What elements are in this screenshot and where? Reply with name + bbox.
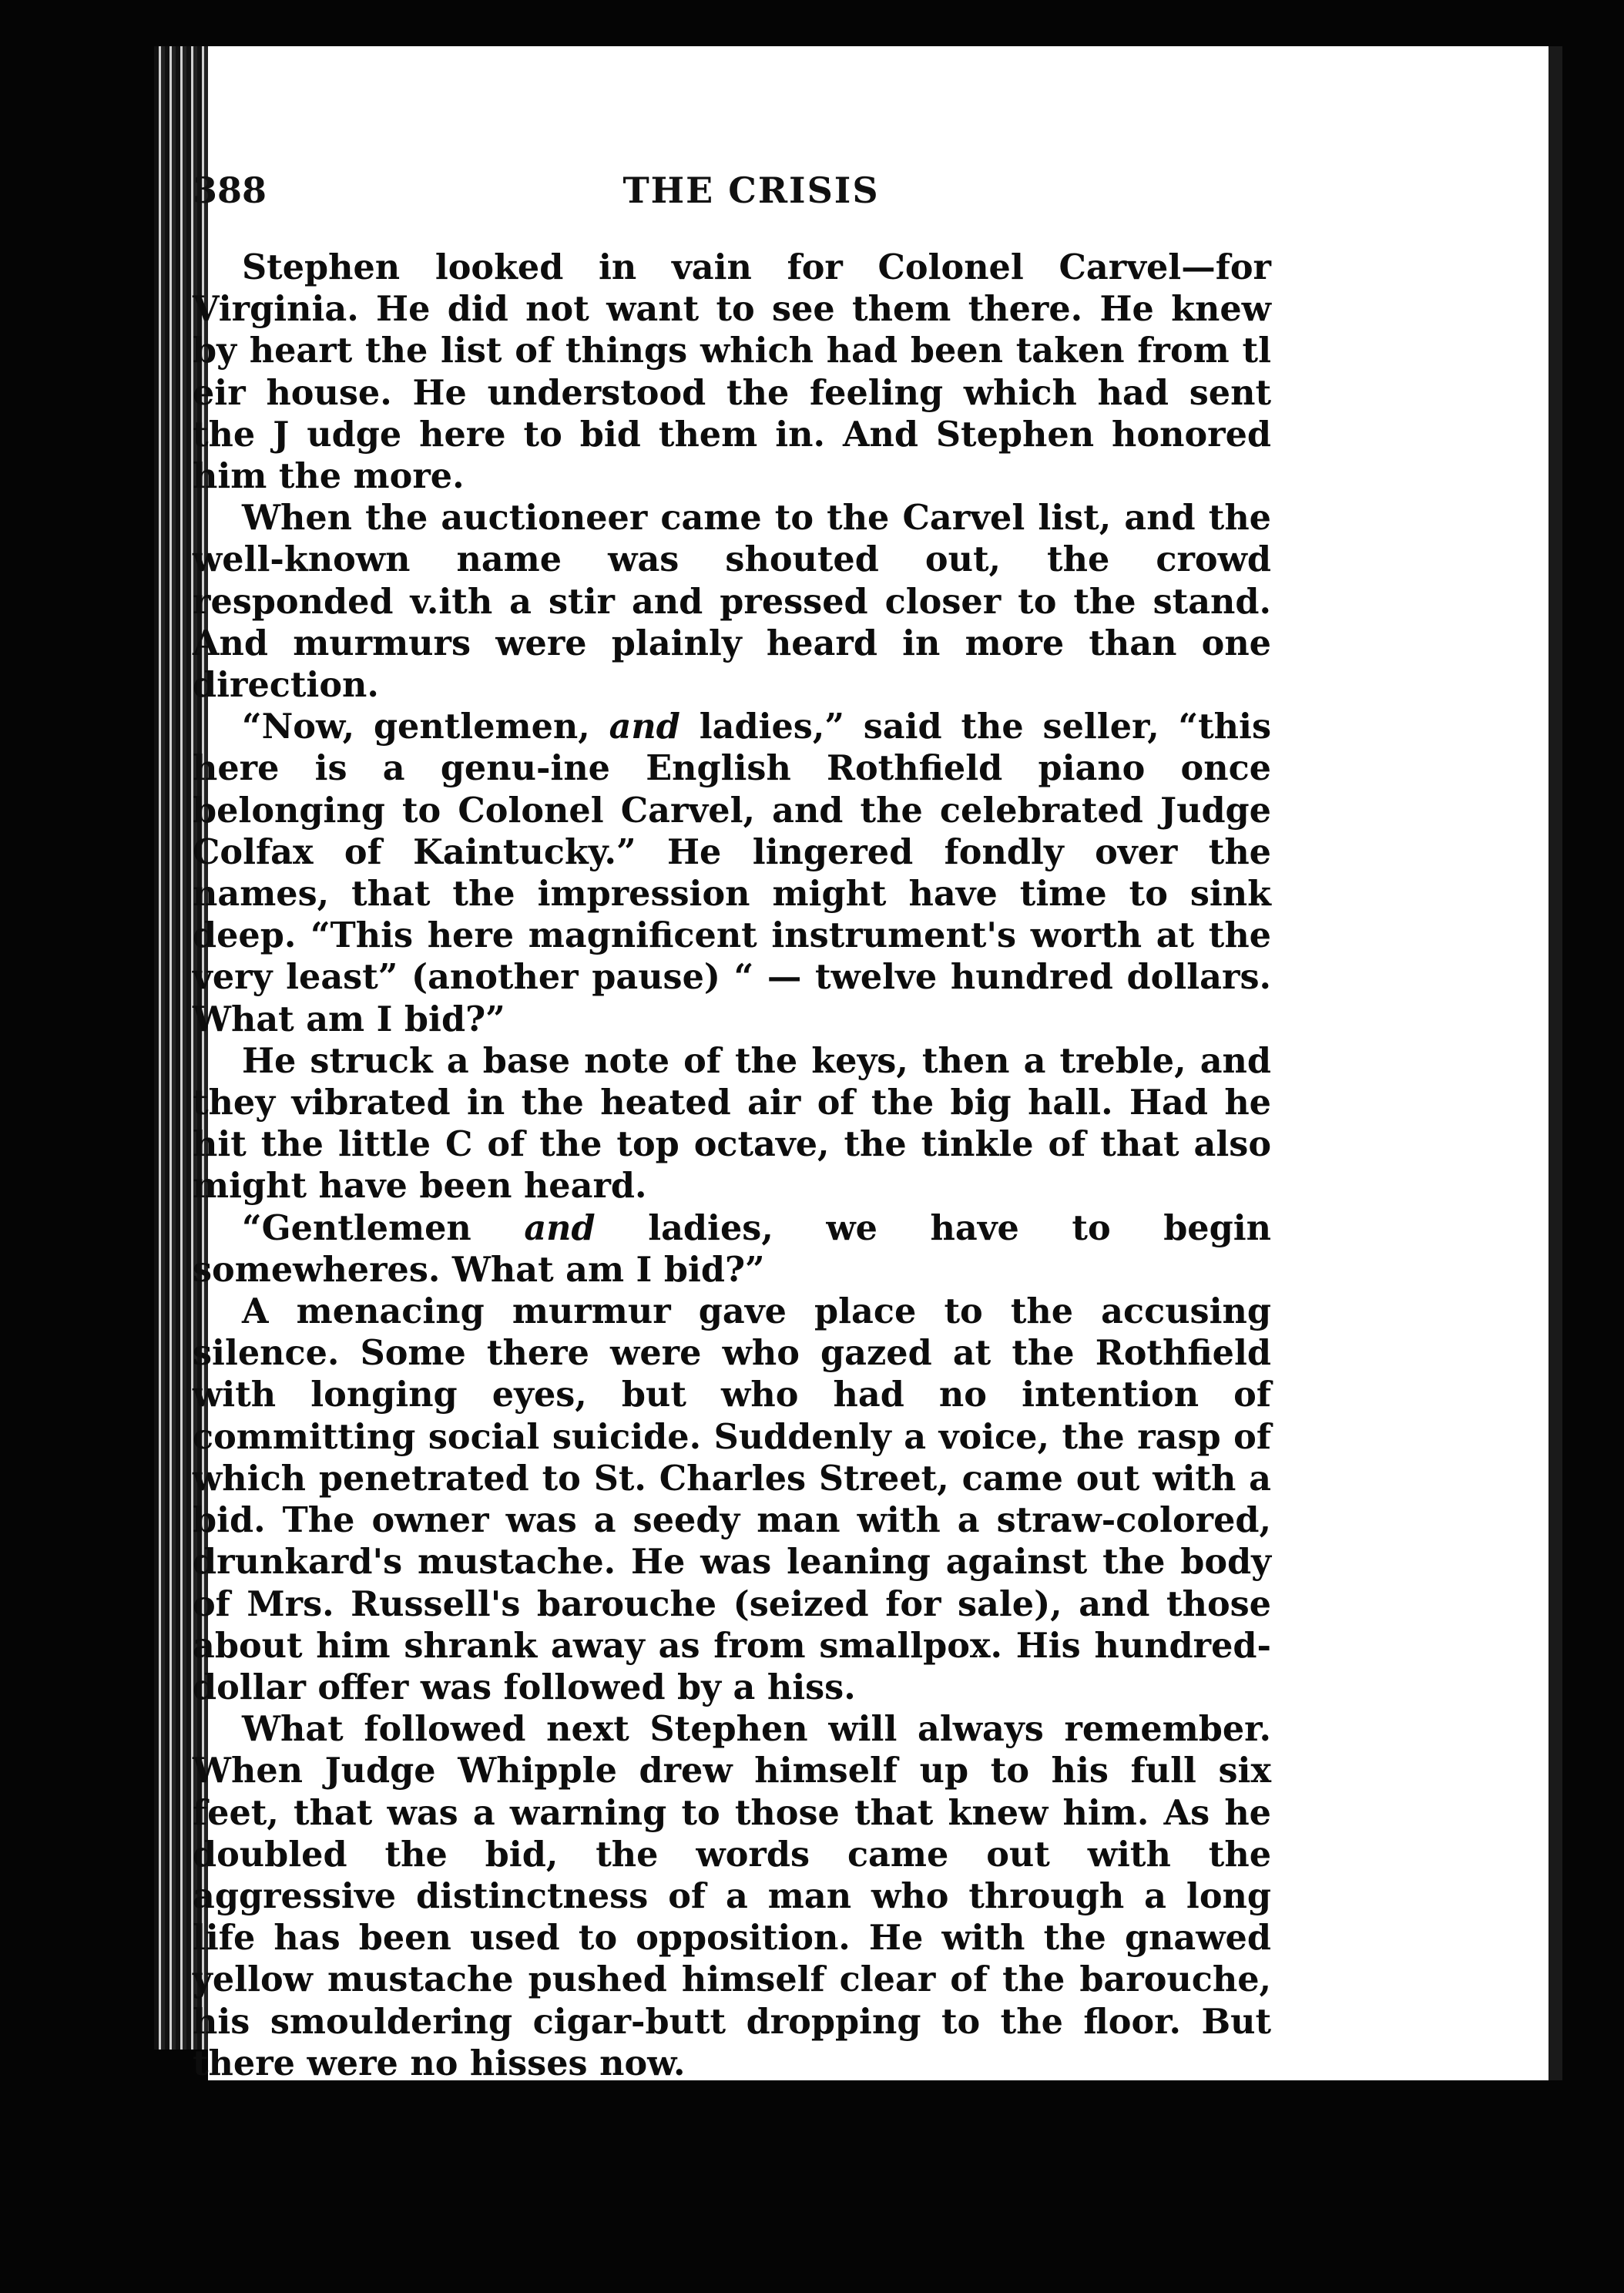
paragraph [193,706,1271,1040]
text-run: ladies,” said the seller, “this here is a genu-ine English Rothfield piano once belonging to Colonel Carvel, and the celebrated Judge Colfax of Kaintucky.” He lingered fondly over the names, that the impression might have time to sink deep. “This here magnificent instrument's worth at the very least” (another pause) “ — twelve hundred dollars. What am I bid?” [193,707,1271,1039]
text-run: He struck a base note of the keys, then a treble, and they vibrated in the heated air of the big hall. Had he hit the little C of the top octave, the tinkle of that also might have been heard. [193,1040,1271,1207]
italic-text: and [609,707,680,747]
text-run: When the auctioneer came to the Carvel list, and the well-known name was shouted out, the crowd responded v.ith a stir and pressed closer to the stand. And murmurs were plainly heard in more than one direction. [193,498,1271,706]
paragraph [193,497,1271,706]
text-run: Stephen looked in vain for Colonel Carvel—for Virginia. He did not want to see them there. He knew by heart the list of things which had been taken from tl eir house. He understood the feeling which had sent the J udge here to bid them in. And Stephen honored him the more. [193,247,1271,497]
paragraph [193,1291,1271,1708]
paragraph [193,1040,1271,1207]
paragraph [193,1708,1271,2084]
page-header [193,170,1310,223]
text-run: What followed next Stephen will always remember. When Judge Whipple drew himself up to his full six feet, that was a warning to those that knew him. As he doubled the bid, the words came out with the aggressive distinctness of a man who through a long life has been used to opposition. He with the gnawed yellow mustache pushed himself clear of the barouche, his smouldering cigar-butt dropping to the floor. But there were no hisses now. [193,1709,1271,2083]
running-title: THE CRISIS [622,170,880,211]
paragraph [193,1207,1271,1291]
page-number: 388 [193,170,267,211]
text-run: “Gentlemen [242,1207,525,1248]
text-run: ladies, we have to begin somewheres. What am I bid?” [193,1207,1271,1290]
text-run: “Now, gentlemen, [242,707,609,747]
paragraph [193,247,1271,497]
page-right-shadow [1549,46,1562,2080]
text-run: A menacing murmur gave place to the accusing silence. Some there were who gazed at the Rothfield with longing eyes, but who had no intention of committing social suicide. Suddenly a voice, the rasp of which penetrated to St. Charles Street, came out with a bid. The owner was a seedy man with a straw-colored, drunkard's mustache. He was leaning against the body of Mrs. Russell's barouche (seized for sale), and those about him shrank away as from smallpox. His hundred-dollar offer was followed by a hiss. [193,1291,1271,1707]
body-text [193,247,1271,2084]
italic-text: and [524,1207,596,1248]
